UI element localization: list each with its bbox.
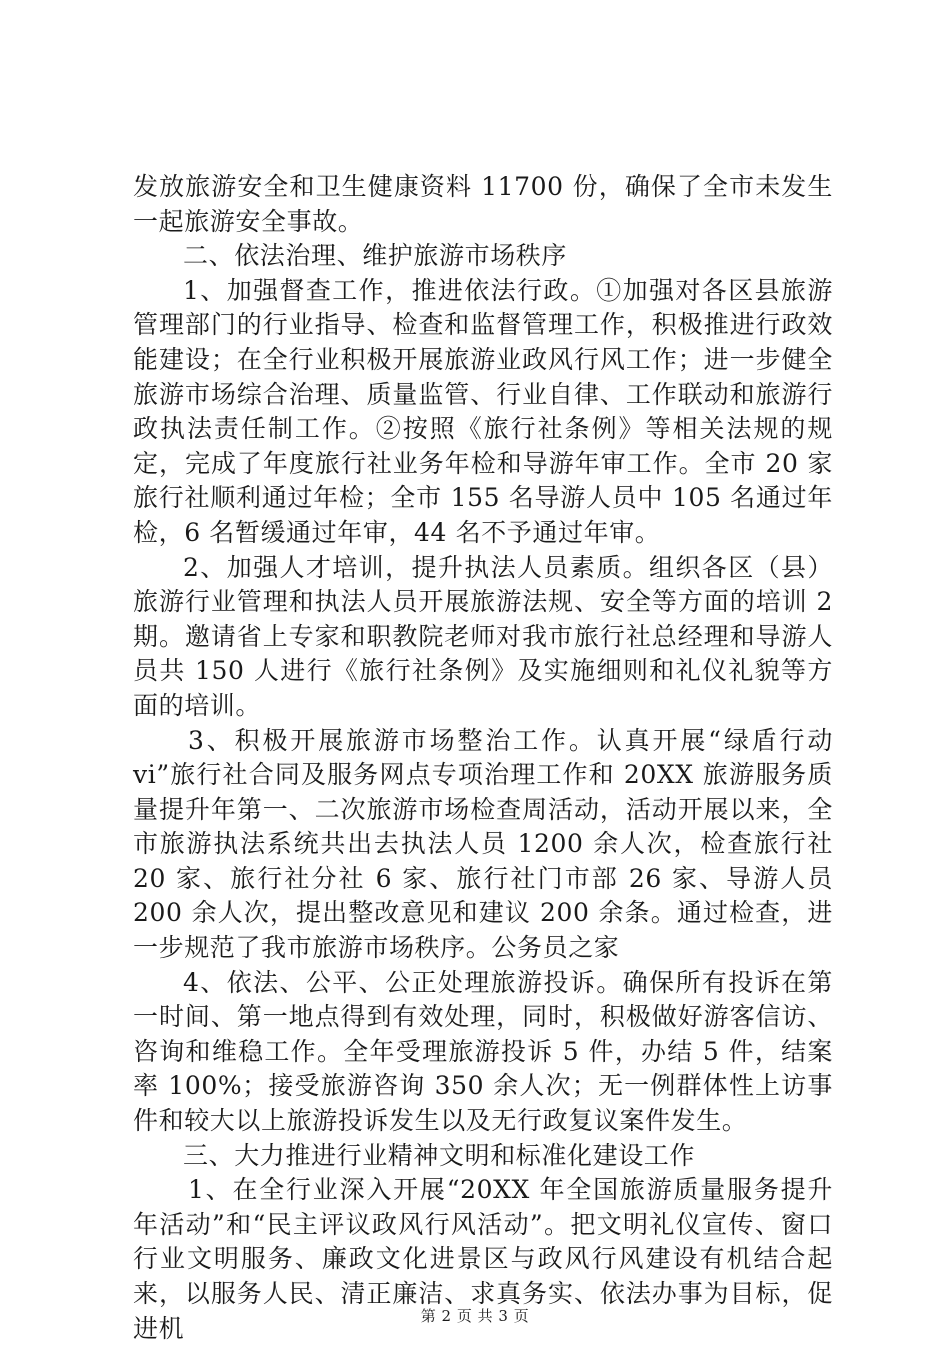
paragraph-complaints: 4、依法、公平、公正处理旅游投诉。确保所有投诉在第一时间、第一地点得到有效处理，同时，积极做好游客信访、咨询和维稳工作。全年受理旅游投诉 5 件，办结 5 件，结案率 100%；接受旅游咨询 350 余人次；无一例群体性上访事件和较大以上旅游投诉发生以及无行政复议案件发生。 bbox=[133, 967, 833, 1136]
paragraph-civilization: 1、在全行业深入开展“20XX 年全国旅游质量服务提升年活动”和“民主评议政风行风活动”。把文明礼仪宣传、窗口行业文明服务、廉政文化进景区与政风行风建设有机结合起来，以服务人民、清正廉洁、求真务实、依法办事为目标，促进机 bbox=[133, 1175, 833, 1343]
section-heading-2: 二、依法治理、维护旅游市场秩序 bbox=[183, 241, 568, 271]
paragraph-training: 2、加强人才培训，提升执法人员素质。组织各区（县）旅游行业管理和执法人员开展旅游法规、安全等方面的培训 2 期。邀请省上专家和职教院老师对我市旅行社总经理和导游人员共 150 人进行《旅行社条例》及实施细则和礼仪礼貌等方面的培训。 bbox=[133, 552, 833, 720]
body-text bbox=[133, 170, 833, 1346]
paragraph-supervision: 1、加强督查工作，推进依法行政。①加强对各区县旅游管理部门的行业指导、检查和监督管理工作，积极推进行政效能建设；在全行业积极开展旅游业政风行风工作；进一步健全旅游市场综合治理、质量监管、行业自律、工作联动和旅游行政执法责任制工作。②按照《旅行社条例》等相关法规的规定，完成了年度旅行社业务年检和导游年审工作。全市 20 家旅行社顺利通过年检；全市 155 名导游人员中 105 名通过年检，6 名暂缓通过年审，44 名不予通过年审。 bbox=[133, 275, 833, 547]
section-heading-3: 三、大力推进行业精神文明和标准化建设工作 bbox=[183, 1140, 696, 1170]
paragraph-continuation: 发放旅游安全和卫生健康资料 11700 份，确保了全市未发生一起旅游安全事故。 bbox=[133, 172, 833, 236]
page-number-footer: 第 2 页 共 3 页 bbox=[420, 1307, 530, 1325]
paragraph-market-rectification: 3、积极开展旅游市场整治工作。认真开展“绿盾行动 vi”旅行社合同及服务网点专项治理工作和 20XX 旅游服务质量提升年第一、二次旅游市场检查周活动，活动开展以来，全市旅游执法系统共出去执法人员 1200 余人次，检查旅行社 20 家、旅行社分社 6 家、旅行社门市部 26 家、导游人员 200 余人次，提出整改意见和建议 200 余条。通过检查，进一步规范了我市旅游市场秩序。公务员之家 bbox=[133, 725, 833, 963]
